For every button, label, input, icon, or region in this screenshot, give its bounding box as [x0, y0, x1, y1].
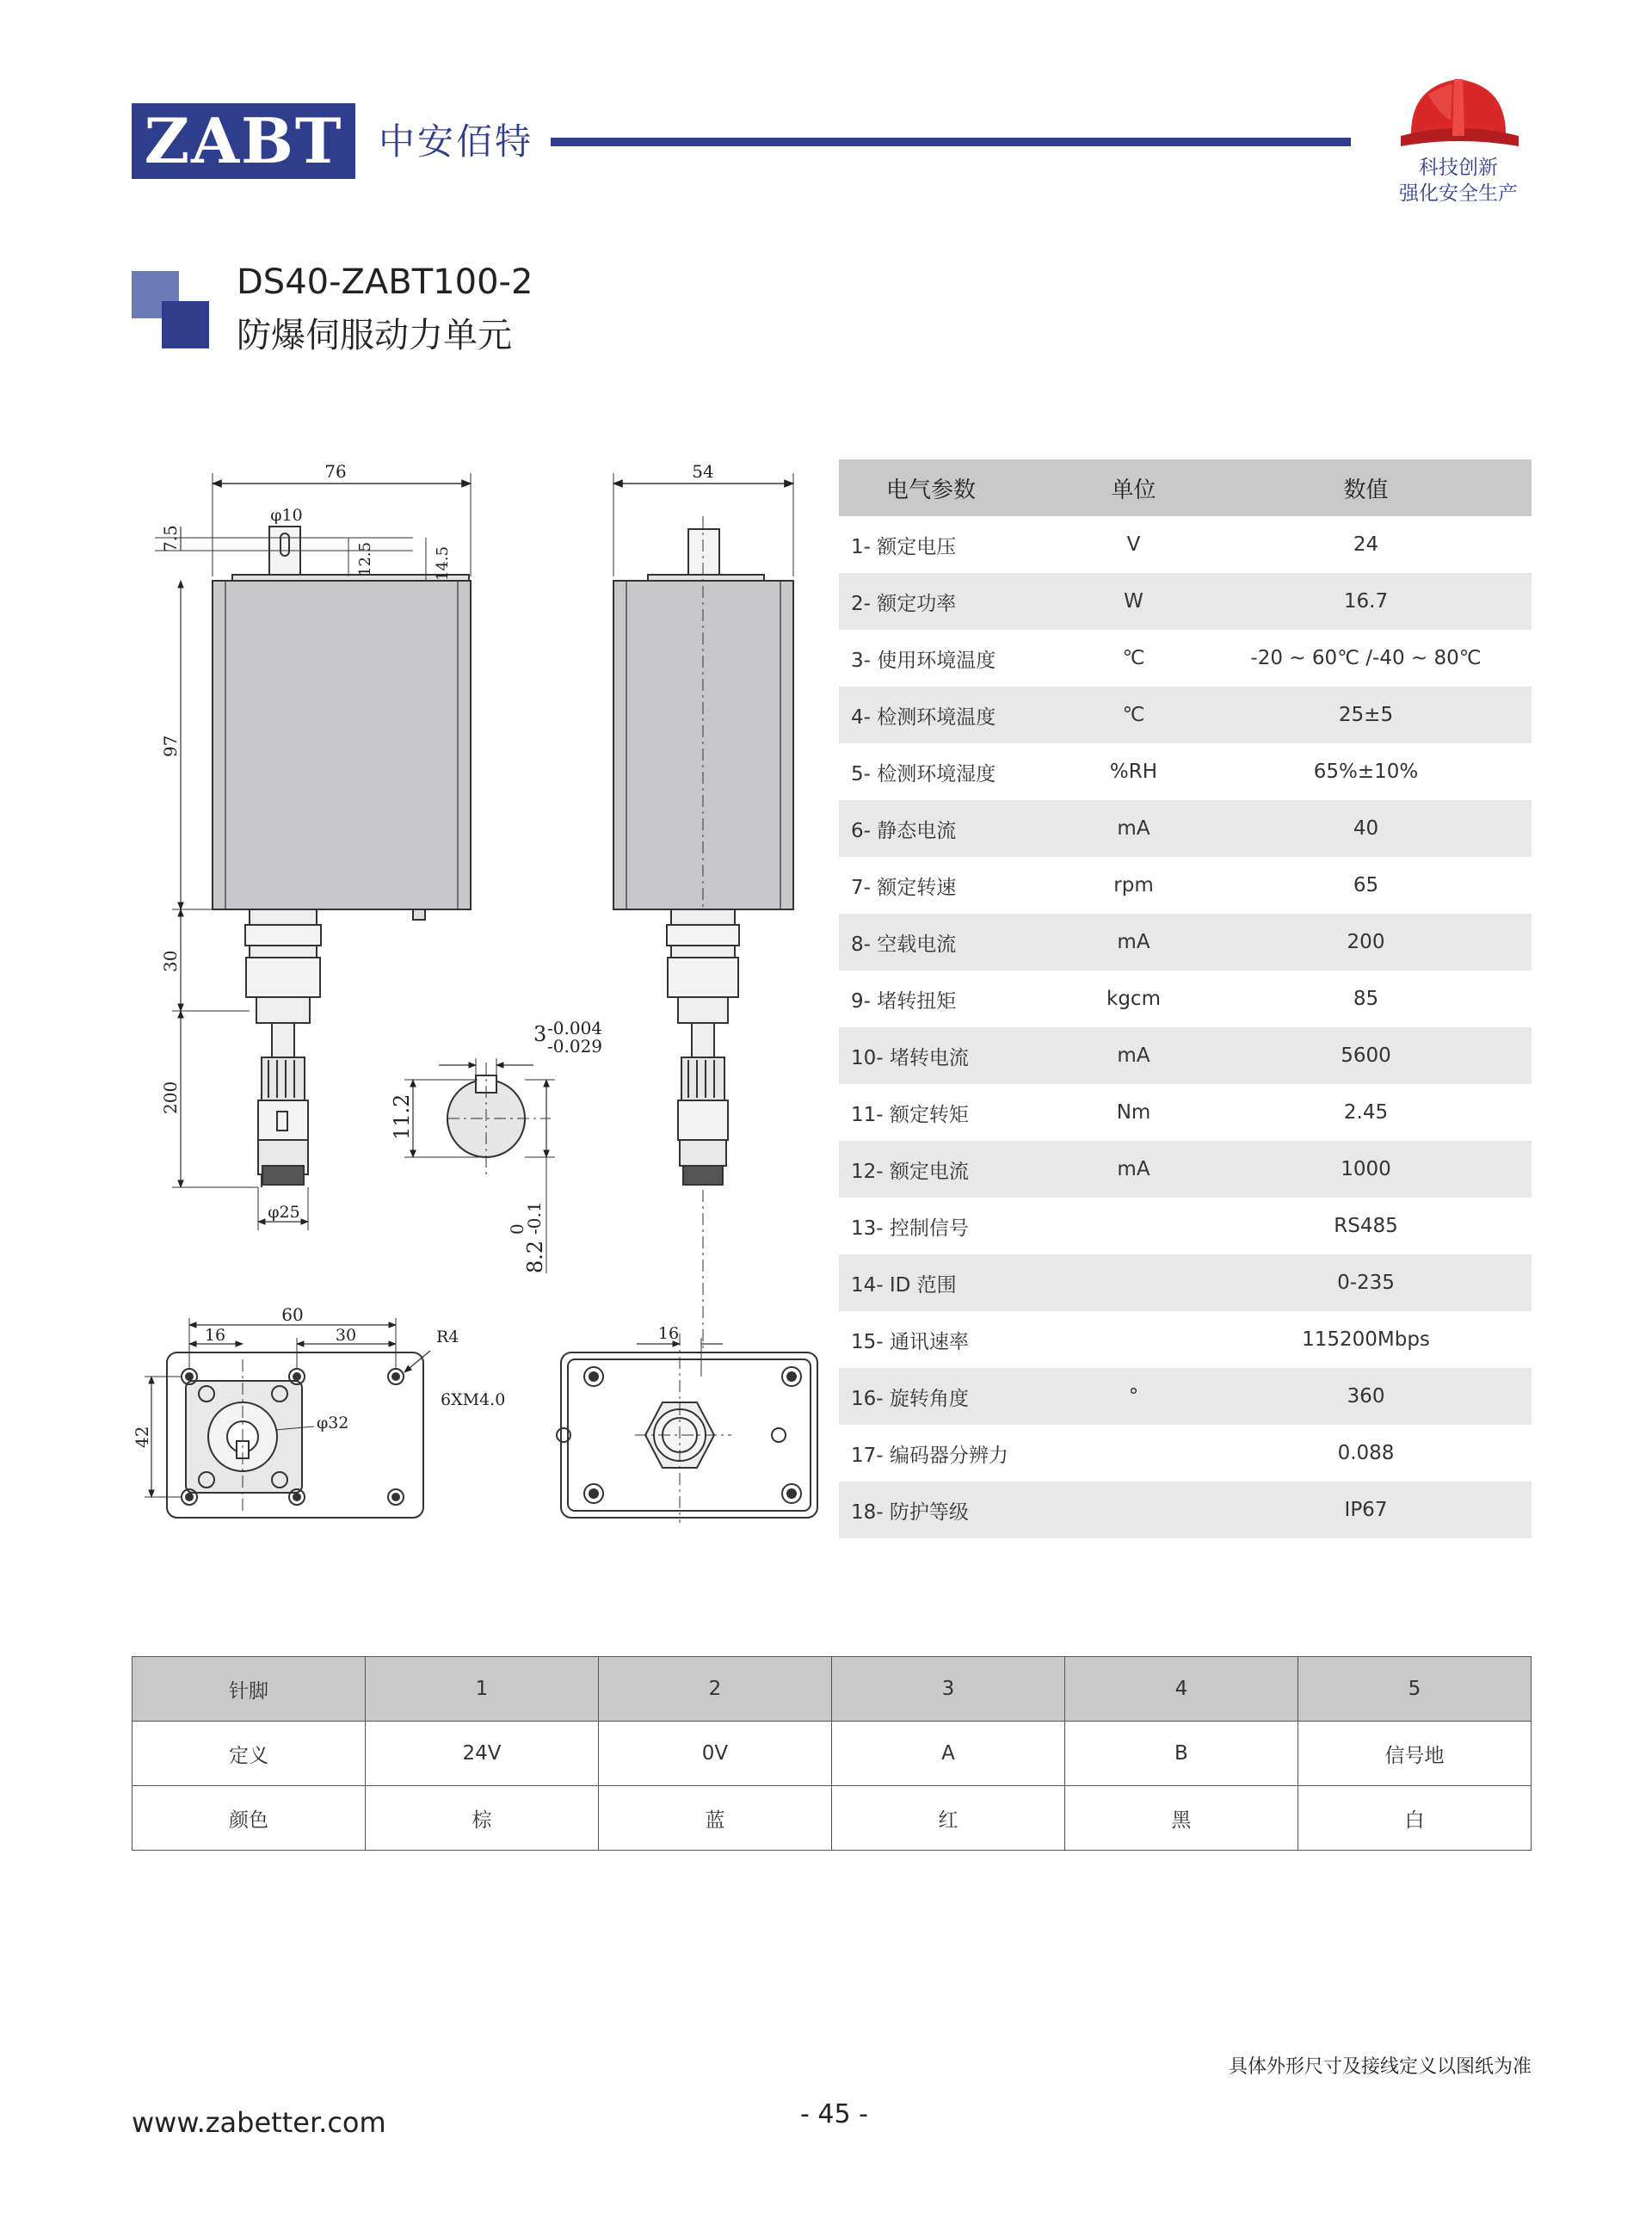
logo — [132, 103, 355, 179]
pin-table-cell: 定义 — [133, 1722, 366, 1786]
params-header-cell: 数值 — [1343, 477, 1389, 503]
key-tol-upper: -0.004 — [547, 1018, 603, 1038]
dim-8-2-tol-upper: 0 — [507, 1223, 527, 1235]
param-name: 15- 通讯速率 — [851, 1330, 969, 1353]
param-value: 65 — [1353, 874, 1379, 896]
dim-8-2-tol-lower: -0.1 — [524, 1201, 545, 1235]
params-row — [839, 970, 1532, 1027]
params-row — [839, 857, 1532, 914]
slogan-line1: 科技创新 — [1419, 157, 1498, 179]
param-name: 11- 额定转矩 — [851, 1103, 969, 1126]
dim-30b-label: 30 — [335, 1326, 357, 1345]
params-row — [839, 573, 1532, 630]
param-value: RS485 — [1334, 1215, 1398, 1237]
dim-7-5-label: 7.5 — [160, 525, 181, 552]
params-header-row — [839, 459, 1532, 516]
pin-table-cell: 蓝 — [598, 1786, 831, 1851]
params-row — [839, 516, 1532, 573]
param-value: 115200Mbps — [1302, 1328, 1430, 1351]
pin-table-row — [133, 1722, 1532, 1786]
params-row — [839, 743, 1532, 800]
slogan-line2: 强化安全生产 — [1399, 182, 1518, 205]
param-unit: W — [1124, 590, 1143, 613]
params-row — [839, 914, 1532, 970]
param-unit: kgcm — [1106, 988, 1161, 1010]
param-unit: mA — [1117, 931, 1150, 953]
params-row — [839, 630, 1532, 687]
param-unit: %RH — [1109, 761, 1158, 783]
website-link[interactable]: www.zabetter.com — [132, 2106, 386, 2139]
dim-6xm4-label: 6XM4.0 — [441, 1390, 506, 1409]
params-row — [839, 1368, 1532, 1425]
dim-dia10-label: φ10 — [270, 506, 303, 525]
pin-table-cell: B — [1064, 1722, 1298, 1786]
dim-60-label: 60 — [281, 1304, 304, 1325]
logo-text: ZABT — [144, 104, 343, 177]
param-name: 18- 防护等级 — [851, 1500, 969, 1524]
param-name: 2- 额定功率 — [851, 592, 957, 615]
flange-bottom-view — [145, 1318, 430, 1518]
page-number: - 45 - — [800, 2099, 868, 2129]
params-header-cell: 电气参数 — [886, 477, 977, 503]
product-name: 防爆伺服动力单元 — [237, 316, 512, 355]
params-header-cell: 单位 — [1111, 477, 1156, 503]
param-value: 5600 — [1341, 1044, 1391, 1067]
technical-drawing — [129, 447, 835, 1540]
pin-table-cell: 4 — [1064, 1657, 1298, 1722]
dim-97-label: 97 — [160, 735, 181, 757]
pin-table-cell: 颜色 — [133, 1786, 366, 1851]
dim-dia25-label: φ25 — [268, 1203, 300, 1222]
params-row — [839, 1482, 1532, 1538]
pin-table-cell: 1 — [365, 1657, 598, 1722]
params-row — [839, 1425, 1532, 1482]
dim-16a-label: 16 — [204, 1326, 226, 1345]
param-name: 8- 空载电流 — [851, 933, 957, 956]
params-row — [839, 687, 1532, 743]
param-name: 10- 堵转电流 — [851, 1046, 969, 1069]
params-row — [839, 1084, 1532, 1141]
title-decor-square-dark — [162, 301, 209, 348]
slogan — [1377, 155, 1540, 206]
pin-table-cell: 0V — [598, 1722, 831, 1786]
dim-8-2-label: 8.2 — [523, 1240, 547, 1273]
param-value: 0.088 — [1337, 1442, 1395, 1464]
param-value: 0-235 — [1337, 1272, 1395, 1294]
key-width-label: 3 — [533, 1022, 547, 1046]
dim-200-label: 200 — [160, 1081, 181, 1114]
param-unit: mA — [1117, 1044, 1150, 1067]
params-row — [839, 800, 1532, 857]
pin-table-cell: 白 — [1298, 1786, 1531, 1851]
param-unit: V — [1126, 533, 1141, 556]
pin-table-cell: 2 — [598, 1657, 831, 1722]
dim-r4-label: R4 — [436, 1328, 459, 1346]
param-value: 16.7 — [1343, 590, 1389, 613]
dim-dia32-label: φ32 — [317, 1414, 349, 1432]
dim-11-2-label: 11.2 — [390, 1094, 414, 1140]
dim-30-label: 30 — [160, 950, 181, 972]
connector-bottom-view — [557, 1334, 817, 1523]
param-name: 6- 静态电流 — [851, 819, 957, 842]
dim-54-label: 54 — [692, 461, 714, 482]
param-name: 1- 额定电压 — [851, 535, 957, 558]
param-unit: ° — [1128, 1385, 1139, 1408]
param-name: 14- ID 范围 — [851, 1273, 957, 1297]
pin-table-row — [133, 1657, 1532, 1722]
pin-table-cell: 24V — [365, 1722, 598, 1786]
param-value: 25±5 — [1338, 704, 1394, 726]
param-name: 4- 检测环境温度 — [851, 705, 996, 729]
param-unit: Nm — [1116, 1101, 1151, 1124]
param-value: 40 — [1353, 817, 1379, 840]
param-name: 9- 堵转扭矩 — [851, 989, 957, 1013]
pin-table-cell: 针脚 — [133, 1657, 366, 1722]
param-unit: rpm — [1113, 874, 1154, 896]
param-unit: mA — [1117, 1158, 1150, 1180]
params-row — [839, 1254, 1532, 1311]
pin-table-row — [133, 1786, 1532, 1851]
param-name: 17- 编码器分辨力 — [851, 1444, 1008, 1467]
dim-14-5-label: 14.5 — [434, 545, 452, 581]
param-unit: mA — [1117, 817, 1150, 840]
param-value: 24 — [1353, 533, 1379, 556]
params-row — [839, 1027, 1532, 1084]
param-name: 13- 控制信号 — [851, 1217, 969, 1240]
pin-table-cell: 3 — [831, 1657, 1064, 1722]
param-value: IP67 — [1344, 1499, 1388, 1521]
param-value: 65%±10% — [1313, 761, 1419, 783]
company-name: 中安佰特 — [379, 120, 534, 163]
dim-12-5-label: 12.5 — [356, 541, 374, 576]
param-name: 16- 旋转角度 — [851, 1387, 969, 1410]
header-divider — [551, 138, 1351, 146]
dim-42-label: 42 — [132, 1426, 152, 1448]
param-name: 12- 额定电流 — [851, 1160, 969, 1183]
pin-table-cell: 5 — [1298, 1657, 1531, 1722]
param-name: 5- 检测环境湿度 — [851, 762, 996, 786]
dim-16b-label: 16 — [657, 1324, 680, 1343]
pin-table-cell: 红 — [831, 1786, 1064, 1851]
param-value: 2.45 — [1343, 1101, 1389, 1124]
pin-table-cell: A — [831, 1722, 1064, 1786]
pin-definition-table — [132, 1656, 1532, 1851]
param-unit: ℃ — [1122, 704, 1145, 726]
key-tol-lower: -0.029 — [547, 1036, 603, 1057]
param-value: 1000 — [1341, 1158, 1391, 1180]
helmet-icon — [1394, 60, 1523, 163]
product-model: DS40-ZABT100-2 — [237, 262, 533, 302]
pin-table-cell: 棕 — [365, 1786, 598, 1851]
front-view — [155, 473, 471, 1230]
pin-table-cell: 黑 — [1064, 1786, 1298, 1851]
param-value: 360 — [1347, 1385, 1385, 1408]
drawing-note: 具体外形尺寸及接线定义以图纸为准 — [1228, 2056, 1532, 2078]
dim-76-label: 76 — [324, 461, 347, 482]
param-value: 200 — [1347, 931, 1385, 953]
params-row — [839, 1198, 1532, 1254]
params-row — [839, 1141, 1532, 1198]
param-value: -20 ~ 60℃ /-40 ~ 80℃ — [1250, 647, 1482, 669]
electrical-params-table — [839, 459, 1532, 1538]
param-unit: ℃ — [1122, 647, 1145, 669]
param-value: 85 — [1353, 988, 1379, 1010]
param-name: 3- 使用环境温度 — [851, 649, 996, 672]
pin-table-cell: 信号地 — [1298, 1722, 1531, 1786]
params-row — [839, 1311, 1532, 1368]
param-name: 7- 额定转速 — [851, 876, 957, 899]
